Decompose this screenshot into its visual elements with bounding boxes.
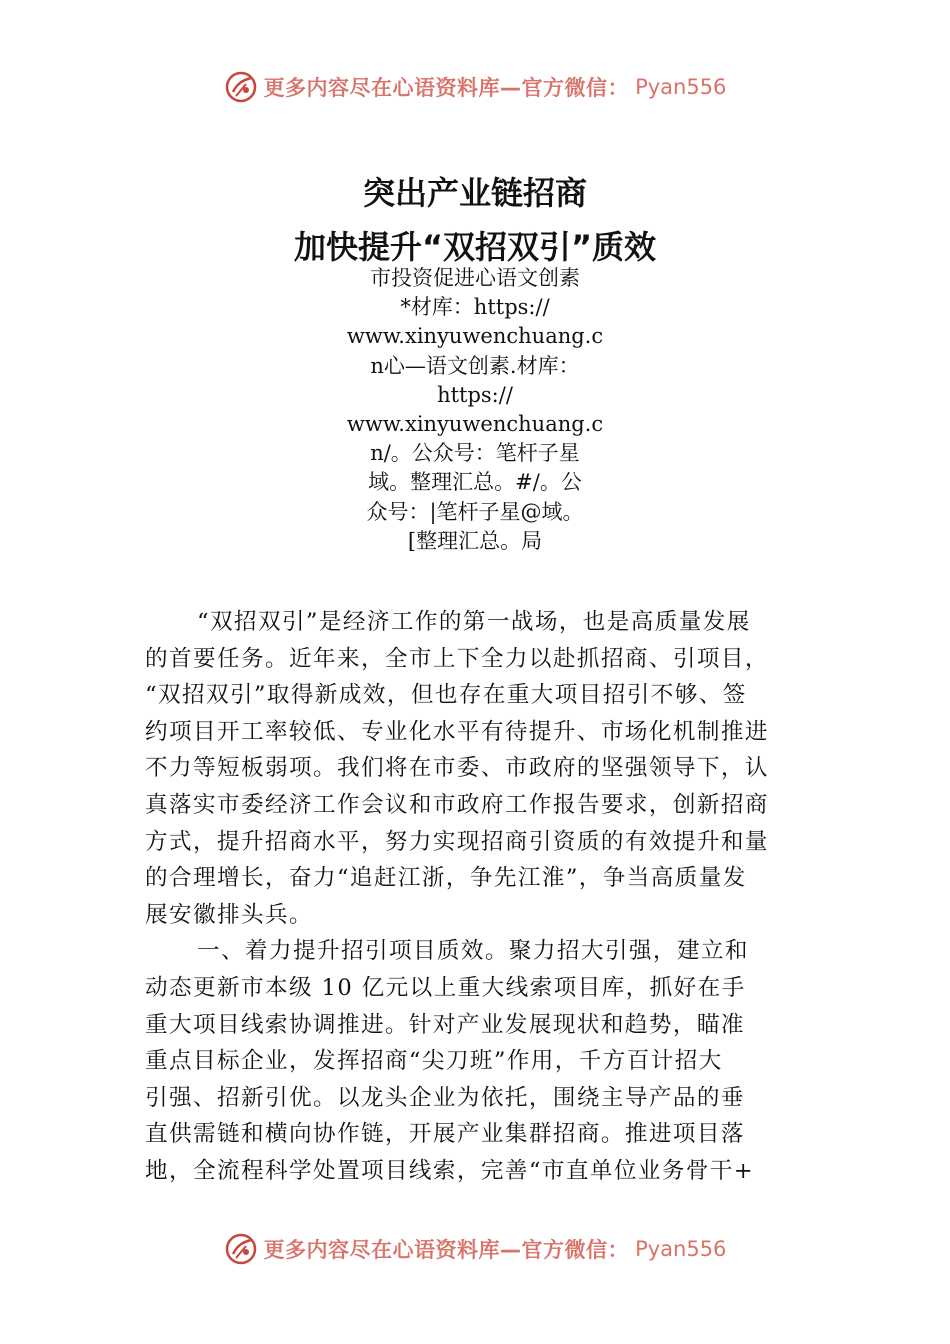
byline-line: 市投资促进心语文创素 [370,266,580,290]
body-line: “双招双引”是经济工作的第一战场，也是高质量发展 [197,609,751,635]
body-line: 不力等短板弱项。我们将在市委、市政府的坚强领导下，认 [145,755,769,782]
body-line: 展安徽排头兵。 [145,901,313,928]
footer-banner [0,1232,950,1266]
byline-line: [整理汇总。局 [407,528,543,553]
byline-line: 众号：|笔杆子星@域。 [366,499,584,524]
body-line: 的合理增长，奋力“追赶江浙，争先江淮”，争当高质量发 [145,865,747,892]
brand-logo-icon [224,70,258,104]
body-line: 方式，提升招商水平，努力实现招商引资质的有效提升和量 [145,828,769,855]
body-line: 引强、招新引优。以龙头企业为依托，围绕主导产品的垂 [145,1084,745,1111]
body-line: 直供需链和横向协作链，开展产业集群招商。推进项目落 [145,1121,745,1148]
body-line: 地，全流程科学处置项目线索，完善“市直单位业务骨干+ [145,1157,755,1184]
document-title-line-2: 加快提升“双招双引”质效 [293,228,657,266]
document-body [145,604,810,1190]
body-line: 重大项目线索协调推进。针对产业发展现状和趋势，瞄准 [145,1011,745,1038]
document-title-line-1: 突出产业链招商 [362,174,587,212]
byline-line: www.xinyuwenchuang.c [346,324,604,349]
footer-banner-handle: Pyan556 [635,1237,727,1261]
header-banner-handle: Pyan556 [635,75,727,99]
brand-logo-icon [224,1232,258,1266]
byline-line: n/。公众号：笔杆子星 [370,441,580,466]
byline-line: n心—语文创素.材库： [370,353,580,378]
header-banner-text: 更多内容尽在心语资料库—官方微信： [263,76,630,100]
body-line: 动态更新市本级 10 亿元以上重大线索项目库，抓好在手 [145,974,746,1001]
header-banner [0,70,950,104]
body-line: 真落实市委经济工作会议和市政府工作报告要求，创新招商 [145,791,769,818]
byline-line: https:// [437,382,513,407]
byline-line: *材库：https:// [400,295,550,320]
body-line: 的首要任务。近年来，全市上下全力以赴抓招商、引项目， [145,645,769,672]
byline-line: 域。整理汇总。#/。公 [368,470,582,495]
body-line: 一、着力提升招引项目质效。聚力招大引强，建立和 [197,938,749,965]
body-line: 重点目标企业，发挥招商“尖刀班”作用，千方百计招大 [145,1048,723,1075]
byline-line: www.xinyuwenchuang.c [346,412,604,437]
document-byline [340,264,610,556]
footer-banner-text: 更多内容尽在心语资料库—官方微信： [263,1238,630,1262]
body-line: “双招双引”取得新成效，但也存在重大项目招引不够、签 [145,682,747,709]
body-line: 约项目开工率较低、专业化水平有待提升、市场化机制推进 [145,718,769,745]
